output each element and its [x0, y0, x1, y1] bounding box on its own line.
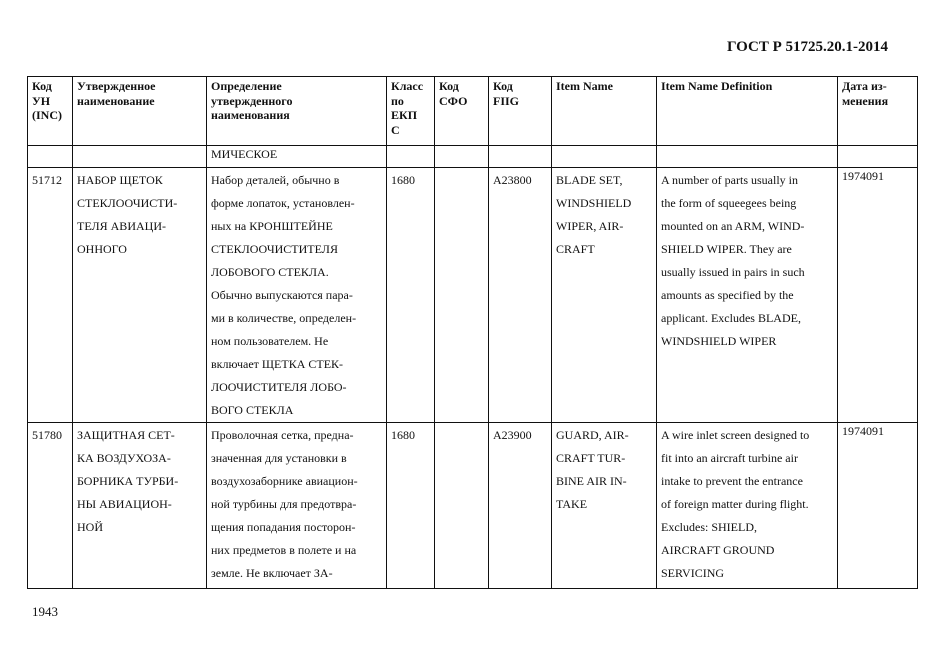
cell-line: WIPER, AIR-: [556, 219, 624, 233]
cell-line: СТЕКЛООЧИСТИТЕЛЯ: [211, 242, 338, 256]
cell-sfo: [435, 168, 489, 423]
cell-line: the form of squeegees being: [661, 196, 797, 210]
table-header-row: [28, 77, 918, 146]
table-row: [28, 168, 918, 423]
cell-line: BINE AIR IN-: [556, 474, 627, 488]
cell-line: НАБОР ЩЕТОК: [77, 173, 163, 187]
cell-line: Класс: [391, 79, 424, 93]
cell-item-name: [552, 146, 657, 168]
header-fiig: [489, 77, 552, 146]
cell-line: Код: [439, 79, 459, 93]
cell-line: SERVICING: [661, 566, 725, 580]
cell-line: значенная для установки в: [211, 451, 347, 465]
header-item-name: [552, 77, 657, 146]
cell-definition: [207, 423, 387, 589]
cell-line: НЫ АВИАЦИОН-: [77, 497, 172, 511]
cell-item-name: [552, 423, 657, 589]
cell-definition: МИЧЕСКОЕ: [207, 146, 387, 168]
cell-line: Код: [32, 79, 52, 93]
cell-line: usually issued in pairs in such: [661, 265, 805, 279]
cell-line: ных на КРОНШТЕЙНЕ: [211, 219, 333, 233]
cell-line: WINDSHIELD: [556, 196, 632, 210]
cell-line: включает ЩЕТКА СТЕК-: [211, 357, 344, 371]
header-definition: [207, 77, 387, 146]
cell-fiig: A23800: [489, 168, 552, 423]
cell-line: по: [391, 93, 404, 108]
cell-approved-name: [73, 423, 207, 589]
cell-line: них предметов в полете и на: [211, 543, 357, 557]
cell-line: КА ВОЗДУХОЗА-: [77, 451, 171, 465]
page-number: 1943: [32, 604, 58, 619]
cell-line: Excludes: SHIELD,: [661, 520, 757, 534]
cell-line: ной турбины для предотвра-: [211, 497, 357, 511]
cell-line: CRAFT TUR-: [556, 451, 626, 465]
cell-line: Дата из-: [842, 79, 887, 93]
cell-change-date: 1974091: [838, 423, 918, 589]
cell-line: СТЕКЛООЧИСТИ-: [77, 196, 178, 210]
header-change-date: [838, 77, 918, 146]
cell-line: СФО: [439, 93, 468, 108]
cell-item-name-definition: [657, 423, 838, 589]
cell-item-name-definition: [657, 168, 838, 423]
cell-line: воздухозаборнике авиацион-: [211, 474, 358, 488]
cell-line: WINDSHIELD WIPER: [661, 334, 777, 348]
cell-line: форме лопаток, установлен-: [211, 196, 355, 210]
cell-line: fit into an aircraft turbine air: [661, 451, 798, 465]
cell-line: ми в количестве, определен-: [211, 311, 357, 325]
cell-line: ОННОГО: [77, 242, 127, 256]
cell-line: BLADE SET,: [556, 173, 623, 187]
cell-change-date: 1974091: [838, 168, 918, 423]
cell-line: наименования: [211, 108, 290, 122]
cell-item-name-definition: [657, 146, 838, 168]
cell-sfo: [435, 146, 489, 168]
header-inc: [28, 77, 73, 146]
cell-line: менения: [842, 93, 889, 108]
document-code: ГОСТ Р 51725.20.1-2014: [726, 39, 888, 55]
cell-fiig: [489, 146, 552, 168]
classifier-table: [27, 76, 918, 589]
cell-line: Item Name Definition: [661, 79, 773, 93]
cell-line: Определение: [211, 79, 282, 93]
cell-inc: 51712: [28, 168, 73, 423]
cell-change-date: [838, 146, 918, 168]
cell-line: Код: [493, 79, 513, 93]
cell-line: intake to prevent the entrance: [661, 474, 803, 488]
cell-line: наименование: [77, 93, 155, 108]
header-approved-name: [73, 77, 207, 146]
cell-line: applicant. Excludes BLADE,: [661, 311, 801, 325]
cell-approved-name: [73, 168, 207, 423]
cell-line: Утвержденное: [77, 79, 156, 93]
cell-approved-name: [73, 146, 207, 168]
cell-line: A wire inlet screen designed to: [661, 428, 810, 442]
cell-line: mounted on an ARM, WIND-: [661, 219, 805, 233]
cell-line: ТЕЛЯ АВИАЦИ-: [77, 219, 166, 233]
cell-line: ЛООЧИСТИТЕЛЯ ЛОБО-: [211, 380, 347, 394]
cell-class: 1680: [387, 168, 435, 423]
cell-line: Проволочная сетка, предна-: [211, 428, 354, 442]
cell-line: GUARD, AIR-: [556, 428, 629, 442]
cell-item-name: [552, 168, 657, 423]
cell-inc: [28, 146, 73, 168]
cell-line: ном пользователем. Не: [211, 334, 329, 348]
cell-class: 1680: [387, 423, 435, 589]
cell-line: щения попадания посторон-: [211, 520, 356, 534]
cell-line: ЛОБОВОГО СТЕКЛА.: [211, 265, 329, 279]
cell-line: Набор деталей, обычно в: [211, 173, 340, 187]
cell-line: утвержденного: [211, 93, 293, 108]
cell-line: С: [391, 122, 400, 137]
cell-line: НОЙ: [77, 520, 103, 534]
header-class: [387, 77, 435, 146]
cell-line: AIRCRAFT GROUND: [661, 543, 775, 557]
cell-class: [387, 146, 435, 168]
cell-line: FIIG: [493, 93, 520, 108]
cell-line: TAKE: [556, 497, 588, 511]
cell-fiig: A23900: [489, 423, 552, 589]
cell-line: ЗАЩИТНАЯ СЕТ-: [77, 428, 175, 442]
cell-line: CRAFT: [556, 242, 595, 256]
cell-line: БОРНИКА ТУРБИ-: [77, 474, 179, 488]
cell-line: ВОГО СТЕКЛА: [211, 403, 294, 417]
cell-line: of foreign matter during flight.: [661, 497, 809, 511]
cell-inc: 51780: [28, 423, 73, 589]
cell-line: земле. Не включает ЗА-: [211, 566, 333, 580]
cell-definition: [207, 168, 387, 423]
header-sfo: [435, 77, 489, 146]
cell-line: SHIELD WIPER. They are: [661, 242, 792, 256]
cell-line: amounts as specified by the: [661, 288, 794, 302]
cell-line: Item Name: [556, 79, 613, 93]
continuation-row: [28, 146, 918, 168]
cell-line: УН: [32, 93, 51, 108]
cell-line: (INC): [32, 108, 62, 122]
cell-line: ЕКП: [391, 108, 418, 122]
header-item-name-definition: [657, 77, 838, 146]
cell-line: A number of parts usually in: [661, 173, 798, 187]
table-row: [28, 423, 918, 589]
cell-sfo: [435, 423, 489, 589]
cell-line: Обычно выпускаются пара-: [211, 288, 353, 302]
